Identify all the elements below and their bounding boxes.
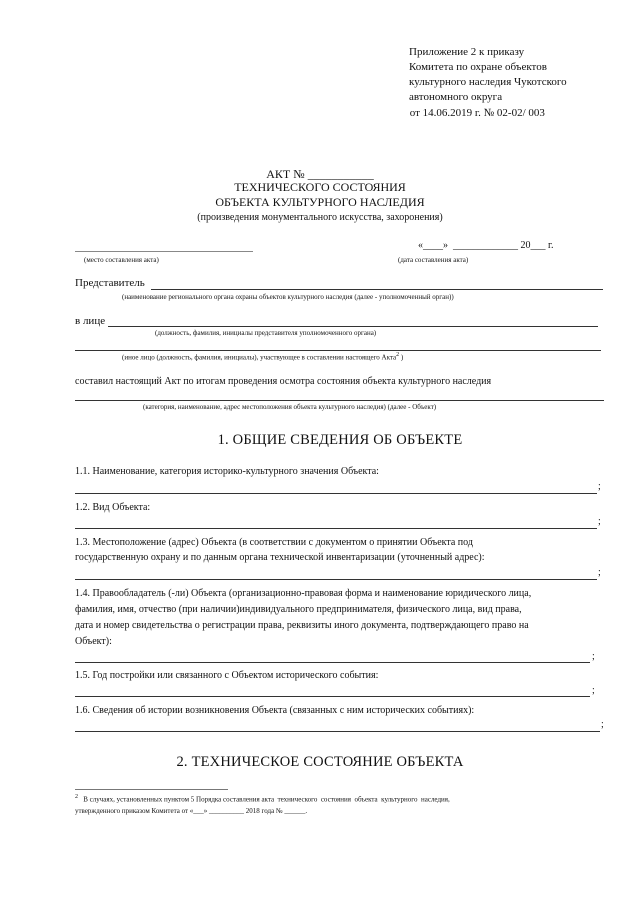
section-1-heading: 1. ОБЩИЕ СВЕДЕНИЯ ОБ ОБЪЕКТЕ <box>217 432 463 448</box>
place-line <box>75 251 253 252</box>
item-1-2-line <box>75 528 597 529</box>
item-1-4-semicolon: ; <box>592 651 595 662</box>
item-1-3-line-2: государственную охрану и по данным органа технической инвентаризации (уточненный адрес): <box>75 552 485 563</box>
item-1-3-fill-line <box>75 579 597 580</box>
title-subtitle: (произведения монументального искусства, захоронения) <box>197 212 443 223</box>
appendix-line-2: Комитета по охране объектов <box>409 61 547 73</box>
place-caption: (место составления акта) <box>84 256 159 264</box>
representative-label: Представитель <box>75 277 145 289</box>
item-1-5-line <box>75 696 590 697</box>
act-number: АКТ № ___________ <box>266 167 374 181</box>
other-person-caption: (иное лицо (должность, фамилия, инициалы), участвующее в составлении настоящего Акта$^2$ ) <box>122 352 404 362</box>
person-line <box>108 326 598 327</box>
compiled-text: составил настоящий Акт по итогам проведения осмотра состояния объекта культурного наследия <box>75 376 492 387</box>
representative-line <box>151 289 603 290</box>
item-1-4-line-2: фамилия, имя, отчество (при наличии)индивидуального предпринимателя, физического лица, вид права, <box>75 604 522 615</box>
footnote-separator <box>75 789 228 790</box>
item-1-5: 1.5. Год постройки или связанного с Объектом исторического события: <box>75 670 379 681</box>
item-1-6: 1.6. Сведения об истории возникновения Объекта (связанных с ним исторических событиях): <box>75 705 475 716</box>
item-1-1-line <box>75 493 597 494</box>
item-1-6-semicolon: ; <box>601 719 604 730</box>
date-field: «____» _____________ 20___ г. <box>418 240 554 251</box>
section-2-heading: 2. ТЕХНИЧЕСКОЕ СОСТОЯНИЕ ОБЪЕКТА <box>176 754 464 770</box>
item-1-4-line-1: 1.4. Правообладатель (-ли) Объекта (организационно-правовая форма и наименование юридического лица, <box>75 588 532 599</box>
item-1-3-semicolon: ; <box>598 567 601 578</box>
footnote-line-2: утвержденного приказом Комитета от «___» __________ 2018 года № ______. <box>75 807 308 815</box>
person-caption: (должность, фамилия, инициалы представителя уполномоченного органа) <box>155 329 377 337</box>
date-caption: (дата составления акта) <box>398 256 469 264</box>
item-1-1-semicolon: ; <box>598 481 601 492</box>
compiled-line <box>75 400 604 401</box>
item-1-4-line-4: Объект): <box>75 636 112 647</box>
title-line-2: ТЕХНИЧЕСКОГО СОСТОЯНИЯ <box>234 180 406 194</box>
appendix-line-3: культурного наследия Чукотского <box>409 76 567 88</box>
item-1-1: 1.1. Наименование, категория историко-культурного значения Объекта: <box>75 466 379 477</box>
item-1-3-line-1: 1.3. Местоположение (адрес) Объекта (в соответствии с документом о принятии Объекта под <box>75 537 473 548</box>
item-1-5-semicolon: ; <box>592 685 595 696</box>
item-1-4-line-3: дата и номер свидетельства о регистрации права, реквизиты иного документа, подтверждающего право на <box>75 620 529 631</box>
footnote-line-1: $^2$ В случаях, установленных пунктом 5 Порядка составления акта технического состояния объекта культурного наследия, <box>75 794 450 804</box>
person-label: в лице <box>75 315 106 327</box>
other-person-line <box>75 350 601 351</box>
appendix-line-5: от 14.06.2019 г. № 02-02/ 003 <box>407 107 545 119</box>
representative-caption: (наименование регионального органа охраны объектов культурного наследия (далее - уполномоченный орган)) <box>122 293 454 301</box>
appendix-line-1: Приложение 2 к приказу <box>409 46 525 58</box>
title-line-3: ОБЪЕКТА КУЛЬТУРНОГО НАСЛЕДИЯ <box>215 195 425 209</box>
item-1-2: 1.2. Вид Объекта: <box>75 502 151 513</box>
appendix-line-4: автономного округа <box>409 91 503 103</box>
compiled-caption: (категория, наименование, адрес местоположения объекта культурного наследия) (далее - Объект) <box>143 403 437 411</box>
item-1-2-semicolon: ; <box>598 516 601 527</box>
item-1-4-fill-line <box>75 662 590 663</box>
item-1-6-line <box>75 731 600 732</box>
